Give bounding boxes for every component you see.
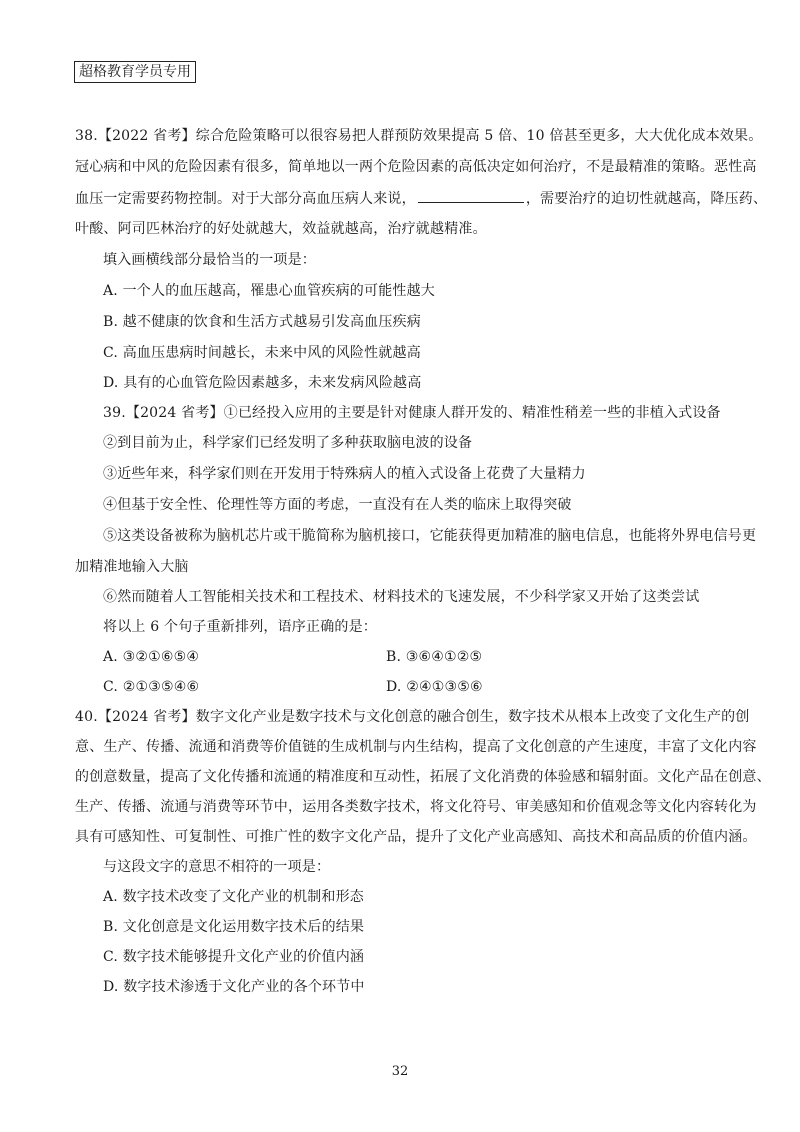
q38-line-3 (75, 188, 767, 209)
q38-option-c: C. 高血压患病时间越长，未来中风的风险性就越高 (103, 345, 421, 361)
q38-line-3-after: ，需要治疗的迫切性就越高，降压药、 (525, 191, 768, 207)
q39-sentence-2: ②到目前为止，科学家们已经发明了多种获取脑电波的设备 (103, 435, 473, 451)
q38-line-4: 叶酸、阿司匹林治疗的好处就越大，效益就越高，治疗就越精准。 (75, 221, 487, 237)
q39-option-a: A. ③②①⑥⑤④ (103, 649, 200, 665)
q40-option-b: B. 文化创意是文化运用数字技术后的结果 (103, 919, 365, 935)
q39-option-c: C. ②①③⑤④⑥ (103, 679, 200, 695)
q40-option-c: C. 数字技术能够提升文化产业的价值内涵 (103, 949, 365, 965)
answer-blank (418, 188, 524, 203)
q40-line-1: 40.【2024 省考】数字文化产业是数字技术与文化创意的融合创生，数字技术从根本上改变了文化生产的创 (75, 709, 750, 725)
q39-sentence-3: ③近些年来，科学家们则在开发用于特殊病人的植入式设备上花费了大量精力 (103, 466, 586, 482)
q40-line-2: 意、生产、传播、流通和消费等价值链的生成机制与内生结构，提高了文化创意的产生速度，丰富了文化内容 (75, 739, 757, 755)
q40-prompt: 与这段文字的意思不相符的一项是： (103, 859, 331, 875)
q38-option-a: A. 一个人的血压越高，罹患心血管疾病的可能性越大 (103, 283, 436, 299)
q38-prompt: 填入画横线部分最恰当的一项是： (103, 252, 316, 268)
header-label: 超格教育学员专用 (74, 61, 196, 83)
q38-line-2: 冠心病和中风的危险因素有很多，简单地以一两个危险因素的高低决定如何治疗，不是最精准的策略。恶性高 (75, 159, 757, 175)
q39-sentence-6: ⑥然而随着人工智能相关技术和工程技术、材料技术的飞速发展，不少科学家又开始了这类尝试 (103, 589, 700, 605)
q39-sentence-4: ④但基于安全性、伦理性等方面的考虑，一直没有在人类的临床上取得突破 (103, 497, 572, 513)
q38-option-d: D. 具有的心血管危险因素越多，未来发病风险越高 (103, 375, 422, 391)
q39-option-b: B. ③⑥④①②⑤ (386, 649, 483, 665)
q39-sentence-1: 39.【2024 省考】①已经投入应用的主要是针对健康人群开发的、精准性稍差一些的非植入式设备 (103, 405, 721, 421)
q39-option-d: D. ②④①③⑤⑥ (386, 679, 483, 695)
page-number: 32 (391, 1064, 409, 1079)
q40-option-a: A. 数字技术改变了文化产业的机制和形态 (103, 889, 365, 905)
q39-sentence-5a: ⑤这类设备被称为脑机芯片或干脆简称为脑机接口，它能获得更加精准的脑电信息，也能将外界电信号更 (103, 528, 757, 544)
q38-line-1: 38.【2022 省考】综合危险策略可以很容易把人群预防效果提高 5 倍、10 倍甚至更多，大大优化成本效果。 (75, 128, 763, 144)
q40-line-4: 生产、传播、流通与消费等环节中，运用各类数字技术，将文化符号、审美感知和价值观念等文化内容转化为 (75, 799, 757, 815)
q38-option-b: B. 越不健康的饮食和生活方式越易引发高血压疾病 (103, 314, 421, 330)
q40-option-d: D. 数字技术渗透于文化产业的各个环节中 (103, 979, 365, 995)
q39-sentence-5b: 加精准地输入大脑 (75, 559, 189, 575)
q38-line-3-before: 血压一定需要药物控制。对于大部分高血压病人来说， (75, 191, 416, 207)
q40-line-5: 具有可感知性、可复制性、可推广性的数字文化产品，提升了文化产业高感知、高技术和高品质的价值内涵。 (75, 829, 757, 845)
q39-prompt: 将以上 6 个句子重新排列，语序正确的是： (103, 619, 378, 635)
q40-line-3: 的创意数量，提高了文化传播和流通的精准度和互动性，拓展了文化消费的体验感和辐射面。文化产品在创意、 (75, 769, 771, 785)
